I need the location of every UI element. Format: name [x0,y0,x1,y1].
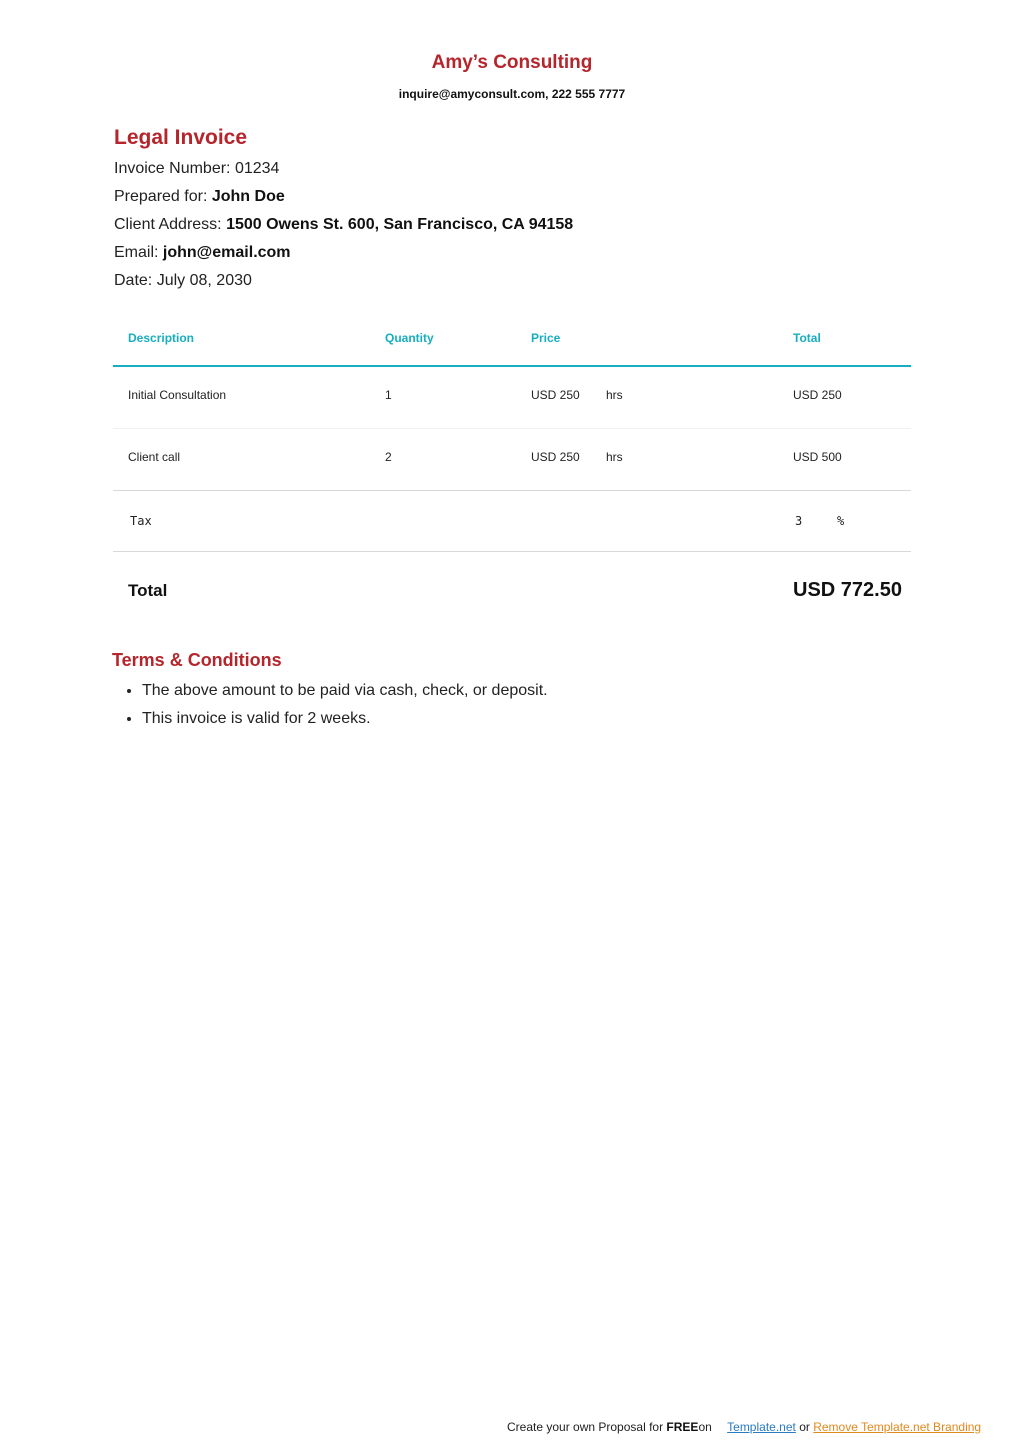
header-total: Total [793,331,821,345]
client-address-line [114,216,573,234]
row-unit: hrs [606,450,623,464]
row-total: USD 500 [793,450,842,464]
row-quantity: 2 [385,450,392,464]
header-description: Description [128,331,195,345]
footer-on: on [698,1420,712,1434]
table-row [113,429,911,491]
email-label: Email: [114,244,159,261]
date-value: July 08, 2030 [156,272,252,289]
tax-unit: % [837,514,845,528]
remove-branding-link[interactable]: Remove Template.net Branding [813,1420,982,1434]
email-value: john@email.com [162,244,291,261]
tax-label: Tax [130,514,152,528]
grand-total-label: Total [128,581,168,600]
list-item: • The above amount to be paid via cash, check, or deposit. [142,679,548,707]
tax-row [113,491,911,552]
row-description: Initial Consultation [128,388,227,402]
tax-value: 3 [795,514,803,528]
row-description: Client call [128,450,181,464]
footer-branding [507,1420,981,1434]
company-contact: inquire@amyconsult.com, 222 555 7777 [398,87,626,101]
row-quantity: 1 [385,388,392,402]
date-label: Date: [114,272,153,289]
terms-list [112,679,548,735]
prepared-for-value: John Doe [211,188,285,205]
invoice-number-line [114,160,279,178]
date-line [114,272,252,290]
invoice-number-label: Invoice Number: [114,160,231,177]
row-unit: hrs [606,388,623,402]
email-line [114,244,291,262]
grand-total-row [113,552,911,632]
list-item: • This invoice is valid for 2 weeks. [142,707,548,735]
invoice-table [113,310,911,632]
template-net-link[interactable]: Template.net [727,1420,796,1434]
row-total: USD 250 [793,388,842,402]
row-price: USD 250 [531,388,580,402]
invoice-number-value: 01234 [234,160,280,177]
company-name: Amy’s Consulting [431,52,593,73]
header-price: Price [531,331,561,345]
footer-text: Create your own Proposal for [507,1420,664,1434]
header-quantity: Quantity [385,331,434,345]
row-price: USD 250 [531,450,580,464]
table-header-row [113,310,911,367]
grand-total-value: USD 772.50 [793,579,902,601]
footer-free: FREE [666,1420,699,1434]
prepared-for-label: Prepared for: [114,188,208,205]
prepared-for-line [114,188,285,206]
footer-or: or [799,1420,810,1434]
invoice-title: Legal Invoice [114,126,248,149]
client-address-value: 1500 Owens St. 600, San Francisco, CA 94158 [226,216,574,233]
client-address-label: Client Address: [114,216,222,233]
table-row [113,367,911,429]
terms-title: Terms & Conditions [112,650,282,670]
